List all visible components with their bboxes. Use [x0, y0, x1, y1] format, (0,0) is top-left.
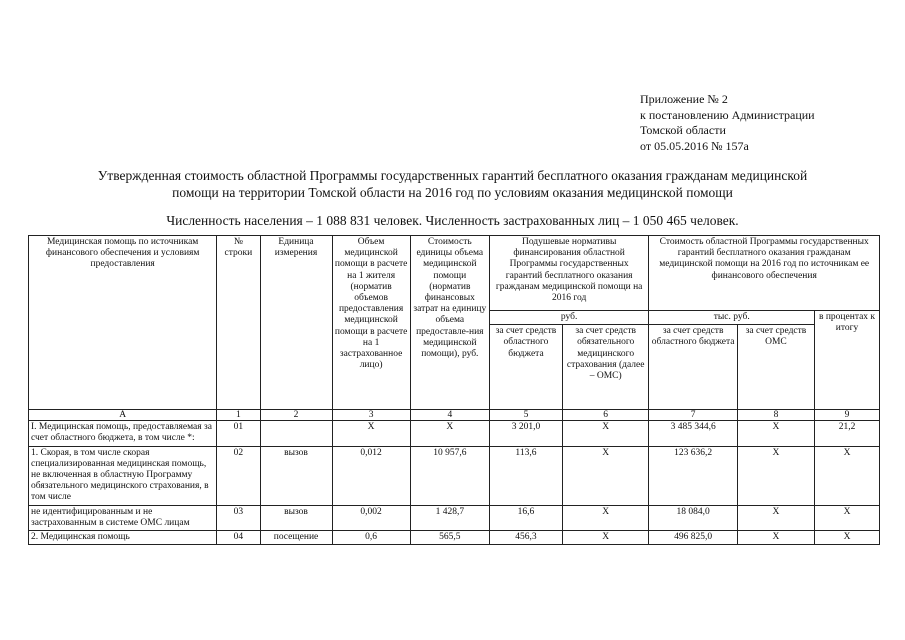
column-index: 2: [260, 410, 332, 421]
cell-care-type: не идентифицированным и не застрахованным в системе ОМС лицам: [29, 505, 217, 530]
cell-care-type: 1. Скорая, в том числе скорая специализированная медицинская помощь, не включенная в областную Программу обязательного медицинского страхования, в том числе: [29, 446, 217, 505]
table-row: [29, 531, 880, 545]
header-unit-cost: Стоимость единицы объема медицинской помощи (норматив финансовых затрат на единицу объема предоставле-ния медицинской помощи), руб.: [410, 236, 489, 410]
cell-unit: вызов: [260, 446, 332, 505]
appendix-line-3: Томской области: [640, 123, 726, 137]
appendix-block: [640, 92, 815, 154]
header-per-capita: Подушевые нормативы финансирования областной Программы государственных гарантий бесплатного оказания гражданам медицинской помощи на 2016 год: [489, 236, 648, 311]
cell-unit-cost: 10 957,6: [410, 446, 489, 505]
header-row-number: № строки: [217, 236, 260, 410]
cell-volume: 0,012: [332, 446, 410, 505]
cell-row-number: 04: [217, 531, 260, 545]
column-index: А: [29, 410, 217, 421]
title-line-2: помощи на территории Томской области на 2016 год по условиям оказания медицинской помощи: [172, 185, 733, 200]
table-row: [29, 505, 880, 530]
cell-row-number: 03: [217, 505, 260, 530]
cell-per-capita-budget: 113,6: [489, 446, 562, 505]
table-row: [29, 446, 880, 505]
cell-per-capita-budget: 456,3: [489, 531, 562, 545]
table-row: [29, 421, 880, 446]
cell-per-capita-oms: X: [562, 505, 648, 530]
cell-cost-budget: 3 485 344,6: [649, 421, 737, 446]
cell-row-number: 01: [217, 421, 260, 446]
cell-per-capita-budget: 3 201,0: [489, 421, 562, 446]
cell-cost-oms: X: [737, 505, 814, 530]
cell-cost-percent: X: [815, 505, 880, 530]
cell-unit-cost: 565,5: [410, 531, 489, 545]
header-care-type: Медицинская помощь по источникам финансового обеспечения и условиям предоставления: [29, 236, 217, 410]
title-line-1: Утвержденная стоимость областной Программы государственных гарантий бесплатного оказания гражданам медицинской: [97, 168, 808, 183]
header-cost-oms: за счет средств ОМС: [737, 325, 814, 410]
header-per-capita-oms: за счет средств обязательного медицинского страхования (далее – ОМС): [562, 325, 648, 410]
column-index: 9: [815, 410, 880, 421]
cell-cost-oms: X: [737, 446, 814, 505]
cell-unit: посещение: [260, 531, 332, 545]
header-per-capita-budget: за счет средств областного бюджета: [489, 325, 562, 410]
header-cost-percent: в процентах к итогу: [815, 311, 880, 410]
column-index: 3: [332, 410, 410, 421]
cell-cost-percent: X: [815, 446, 880, 505]
cell-unit: [260, 421, 332, 446]
column-index: 5: [489, 410, 562, 421]
cell-row-number: 02: [217, 446, 260, 505]
cell-unit-cost: X: [410, 421, 489, 446]
cell-per-capita-budget: 16,6: [489, 505, 562, 530]
appendix-line-4: от 05.05.2016 № 157а: [640, 138, 749, 153]
column-index: 8: [737, 410, 814, 421]
header-per-capita-unit: руб.: [489, 311, 648, 325]
cell-cost-budget: 18 084,0: [649, 505, 737, 530]
population-summary: Численность населения – 1 088 831 человек. Численность застрахованных лиц – 1 050 465 человек.: [166, 213, 739, 228]
column-index: 4: [410, 410, 489, 421]
cell-cost-budget: 496 825,0: [649, 531, 737, 545]
cell-per-capita-oms: X: [562, 421, 648, 446]
cell-cost-percent: 21,2: [815, 421, 880, 446]
document-title: [0, 167, 905, 201]
cell-cost-budget: 123 636,2: [649, 446, 737, 505]
cell-cost-oms: X: [737, 421, 814, 446]
cell-volume: 0,6: [332, 531, 410, 545]
header-program-cost: Стоимость областной Программы государственных гарантий бесплатного оказания гражданам медицинской помощи на 2016 год по источникам ее финансового обеспечения: [649, 236, 880, 311]
cell-unit: вызов: [260, 505, 332, 530]
header-volume: Объем медицинской помощи в расчете на 1 жителя (норматив объемов предоставления медицинской помощи в расчете на 1 застрахованное лицо): [332, 236, 410, 410]
column-index: 1: [217, 410, 260, 421]
column-index: 7: [649, 410, 737, 421]
cell-per-capita-oms: X: [562, 446, 648, 505]
column-index: 6: [562, 410, 648, 421]
appendix-line-1: Приложение № 2: [640, 92, 728, 106]
cell-volume: X: [332, 421, 410, 446]
cell-care-type: 2. Медицинская помощь: [29, 531, 217, 545]
cell-per-capita-oms: X: [562, 531, 648, 545]
program-cost-table: [28, 235, 880, 545]
cell-unit-cost: 1 428,7: [410, 505, 489, 530]
cell-cost-percent: X: [815, 531, 880, 545]
header-unit: Единица измерения: [260, 236, 332, 410]
cell-care-type: I. Медицинская помощь, предоставляемая за счет областного бюджета, в том числе *:: [29, 421, 217, 446]
cell-volume: 0,002: [332, 505, 410, 530]
header-cost-budget: за счет средств областного бюджета: [649, 325, 737, 410]
appendix-line-2: к постановлению Администрации: [640, 107, 815, 122]
header-cost-unit: тыс. руб.: [649, 311, 815, 325]
cell-cost-oms: X: [737, 531, 814, 545]
